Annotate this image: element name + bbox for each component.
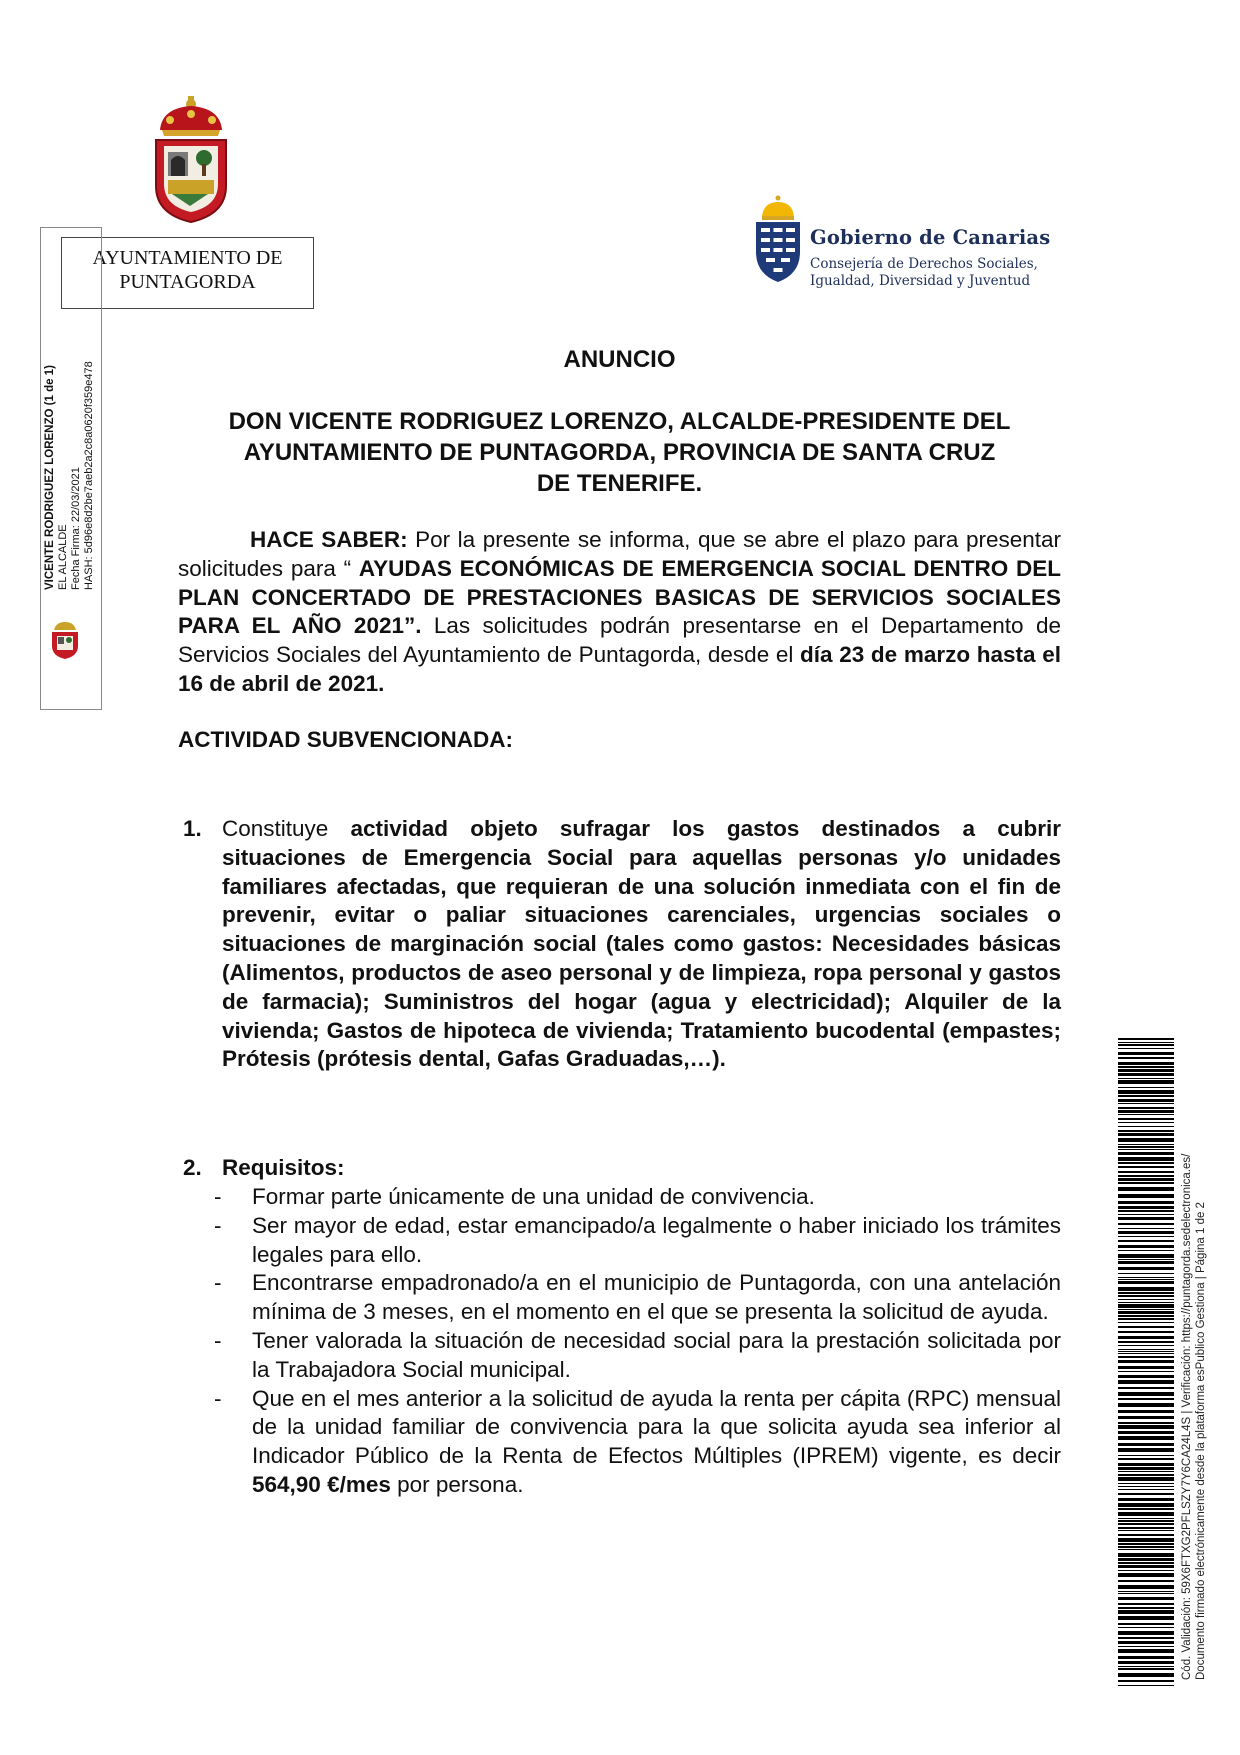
barcode-bar [1118,1178,1174,1181]
barcode-bar [1118,1534,1174,1536]
barcode-bar [1118,1315,1174,1317]
barcode-bar [1118,1585,1174,1589]
barcode-bar [1118,1520,1174,1522]
barcode-bar [1118,1477,1174,1481]
barcode-bar [1118,1206,1174,1209]
barcode-bar [1118,1356,1174,1358]
subtitle-line3: DE TENERIFE. [536,470,703,497]
barcode-bar [1118,1236,1174,1237]
barcode-bar [1118,1553,1174,1557]
requirement-text: Encontrarse empadronado/a en el municipio de Puntagorda, con una antelación mínima de 3 meses, en el momento en el que se presenta la solicitud de ayuda. [252,1270,1061,1325]
barcode-bar [1118,1455,1174,1456]
barcode-bar [1118,1299,1174,1300]
barcode-bar [1118,1318,1174,1320]
barcode-bar [1118,1375,1174,1378]
item1-lead: Constituye [222,816,351,841]
barcode-bar [1118,1425,1174,1429]
small-coat-of-arms-icon [50,620,80,660]
barcode-bar [1118,1210,1174,1212]
barcode-bar [1118,1304,1174,1308]
barcode-bar [1118,1546,1174,1548]
verification-line2: Documento firmado electrónicamente desde la plataforma esPublico Gestiona | Página 1 de 2 [1195,1202,1207,1680]
barcode-bar [1118,1322,1174,1323]
barcode-bar [1118,1279,1174,1280]
barcode-bar [1118,1616,1174,1620]
barcode-bar [1118,1277,1174,1278]
gobierno-department-line1: Consejería de Derechos Sociales, [810,256,1038,272]
document-subtitle [178,406,1061,499]
barcode-bar [1118,1152,1174,1155]
barcode-bar [1118,1162,1174,1164]
signer-name: VICENTE RODRIGUEZ LORENZO (1 de 1) [44,365,56,590]
barcode-bar [1118,1527,1174,1529]
barcode-bar [1118,1530,1174,1531]
municipality-line1: AYUNTAMIENTO DE [92,247,283,269]
barcode-bar [1118,1166,1174,1168]
barcode-bar [1118,1398,1174,1400]
barcode-bar [1118,1080,1174,1084]
barcode-bar [1118,1103,1174,1104]
dash-bullet: - [214,1327,222,1353]
barcode-bar [1118,1392,1174,1396]
barcode-bar [1118,1345,1174,1346]
list-item [210,1183,1061,1212]
barcode-bar [1118,1493,1174,1495]
barcode-bar [1118,1673,1174,1677]
barcode-bar [1118,1474,1174,1476]
barcode-bar [1118,1341,1174,1343]
barcode-bar [1118,1240,1174,1242]
barcode-bar [1118,1448,1174,1452]
item-number: 1. [183,816,202,841]
signature-block [44,230,114,590]
barcode-bar [1118,1666,1174,1667]
intro-bold-program: AYUDAS ECONÓMICAS DE EMERGENCIA SOCIAL DENTRO DEL PLAN CONCERTADO DE PRESTACIONES BASICAS DE SERVICIOS SOCIALES PARA EL AÑO 2021”. [178,555,1061,639]
intro-bold-dates: día 23 de marzo hasta el 16 de abril de 2021. [178,642,1061,696]
barcode-bar [1118,1146,1174,1148]
barcode-bar [1118,1057,1174,1059]
puntagorda-coat-of-arms [150,94,232,224]
dash-bullet: - [214,1184,222,1209]
barcode-bar [1118,1458,1174,1460]
barcode-bar [1118,1250,1174,1251]
barcode-bar [1118,1443,1174,1446]
list-item [210,1212,1061,1270]
barcode-bar [1118,1387,1174,1389]
requirement-text: Formar parte únicamente de una unidad de convivencia. [252,1184,815,1209]
requirement-text-a: Que en el mes anterior a la solicitud de ayuda la renta per cápita (RPC) mensual de la unidad familiar de convivencia para la que solicita ayuda sea inferior al Indicador Público de la Renta de Efectos Múltiples (IPREM) vigente, es decir [252,1385,1061,1469]
barcode-bar [1118,1649,1174,1653]
barcode-bar [1118,1610,1174,1614]
barcode-bar [1118,1042,1174,1043]
municipality-line2: PUNTAGORDA [119,271,256,293]
iprem-amount: 564,90 €/mes [252,1471,391,1497]
barcode-bar [1118,1245,1174,1248]
barcode-bar [1118,1078,1174,1079]
barcode-bar [1118,1048,1174,1049]
barcode-bar [1118,1062,1174,1065]
requirements-list [210,1183,1061,1500]
barcode-bar [1118,1503,1174,1507]
barcode-bar [1118,1562,1174,1564]
barcode-bar [1118,1261,1174,1264]
barcode-bar [1118,1254,1174,1258]
barcode-bar [1118,1214,1174,1215]
intro-paragraph [178,526,1061,699]
barcode-bar [1118,1311,1174,1314]
barcode-bar [1118,1133,1174,1136]
barcode-bar [1118,1095,1174,1097]
barcode-bar [1118,1087,1174,1088]
intro-text-2: Las solicitudes podrán presentarse en el Departamento de Servicios Sociales del Ayuntamiento de Puntagorda, desde el [178,613,1061,668]
barcode-bar [1118,1597,1174,1600]
barcode-bar [1118,1685,1174,1686]
barcode-bar [1118,1182,1174,1184]
barcode-bar [1118,1558,1174,1561]
barcode-bar [1118,1044,1174,1046]
barcode-bar [1118,1287,1174,1291]
barcode-bar [1118,1646,1174,1647]
barcode-bar [1118,1549,1174,1550]
barcode-bar [1118,1668,1174,1670]
numbered-item-2 [178,1154,1061,1183]
barcode-bar [1118,1403,1174,1407]
barcode-bar [1118,1498,1174,1501]
barcode-bar [1118,1326,1174,1328]
barcode-bar [1118,1171,1174,1173]
barcode-bar [1118,1351,1174,1352]
barcode-bar [1118,1331,1174,1333]
gobierno-department-line2: Igualdad, Diversidad y Juventud [810,273,1031,289]
barcode-bar [1118,1349,1174,1350]
barcode-bar [1118,1543,1174,1545]
barcode-bar [1118,1631,1174,1635]
signer-role: EL ALCALDE [57,524,69,590]
verification-footer [1180,1060,1208,1680]
barcode-bar [1118,1518,1174,1519]
requirement-text [252,1386,1061,1497]
barcode-bar [1118,1637,1174,1639]
barcode-bar [1118,1281,1174,1284]
barcode-bar [1118,1099,1174,1102]
barcode-bar [1118,1302,1174,1303]
item-number: 2. [183,1155,202,1180]
barcode-bar [1118,1431,1174,1434]
barcode-bar [1118,1353,1174,1354]
dash-bullet: - [214,1385,222,1411]
barcode-bar [1118,1436,1174,1440]
subtitle-line1: DON VICENTE RODRIGUEZ LORENZO, ALCALDE-PRESIDENTE DEL [228,408,1011,435]
intro-text-1: Por la presente se informa, que se abre el plazo para presentar solicitudes para “ [178,527,1061,581]
dash-bullet: - [214,1212,222,1238]
document-title: ANUNCIO [563,346,676,373]
activity-heading: ACTIVIDAD SUBVENCIONADA: [178,727,514,752]
barcode-bar [1118,1565,1174,1568]
barcode-bar [1118,1114,1174,1115]
item1-bold-text: actividad objeto sufragar los gastos destinados a cubrir situaciones de Emergencia Social para aquellas personas y/o unidades familiares afectadas, que requieran de una solución inmediata con el fin de prevenir, evitar o paliar situaciones carenciales, urgencias sociales o situaciones de marginación social (tales como gastos: Necesidades básicas (Alimentos, productos de aseo personal y de limpieza, ropa personal y gastos de farmacia); Suministros del hogar (agua y electricidad); Alquiler de la vivienda; Gastos de hipoteca de vivienda; Tratamiento bucodental (empastes; Prótesis (prótesis dental, Gafas Graduadas,…). [222,816,1061,1072]
validation-barcode [1118,1038,1174,1686]
barcode-bar [1118,1463,1174,1466]
barcode-bar [1118,1295,1174,1297]
barcode-bar [1118,1471,1174,1472]
requirement-text-b: por persona. [390,1471,524,1497]
barcode-bar [1118,1066,1174,1068]
barcode-bar [1118,1486,1174,1487]
barcode-bar [1118,1107,1174,1109]
barcode-bar [1118,1175,1174,1177]
signature-date: Fecha Firma: 22/03/2021 [70,467,82,590]
requirement-text: Tener valorada la situación de necesidad social para la prestación solicitada por la Trabajadora Social municipal. [252,1327,1061,1382]
barcode-bar [1118,1593,1174,1594]
barcode-bar [1118,1573,1174,1577]
barcode-bar [1118,1052,1174,1055]
barcode-bar [1118,1591,1174,1592]
barcode-bar [1118,1069,1174,1072]
barcode-bar [1118,1194,1174,1198]
barcode-bar [1118,1523,1174,1525]
barcode-bar [1118,1130,1174,1132]
barcode-bar [1118,1118,1174,1120]
barcode-bar [1118,1656,1174,1659]
list-item [210,1385,1061,1500]
barcode-bar [1118,1661,1174,1664]
barcode-bar [1118,1110,1174,1113]
barcode-bar [1118,1570,1174,1571]
list-item [210,1327,1061,1385]
barcode-bar [1118,1126,1174,1127]
hace-saber-label: HACE SABER: [250,527,408,552]
subtitle-line2: AYUNTAMIENTO DE PUNTAGORDA, PROVINCIA DE SANTA CRUZ [243,439,996,466]
barcode-bar [1118,1201,1174,1204]
barcode-bar [1118,1336,1174,1339]
barcode-bar [1118,1273,1174,1274]
barcode-bar [1118,1217,1174,1220]
barcode-bar [1118,1410,1174,1413]
barcode-bar [1118,1680,1174,1682]
barcode-bar [1118,1512,1174,1516]
barcode-bar [1118,1508,1174,1510]
barcode-bar [1118,1380,1174,1384]
barcode-bar [1118,1223,1174,1225]
barcode-bar [1118,1371,1174,1372]
barcode-bar [1118,1144,1174,1145]
barcode-bar [1118,1267,1174,1270]
requisitos-heading: Requisitos: [222,1155,345,1180]
barcode-bar [1118,1366,1174,1369]
barcode-bar [1118,1157,1174,1161]
barcode-bar [1118,1607,1174,1609]
numbered-item-1 [178,815,1061,1074]
signature-hash: HASH: 5d96e8d2be7aeb2a2c8a0620f359e478 [83,361,95,590]
barcode-bar [1118,1603,1174,1605]
barcode-bar [1118,1138,1174,1142]
barcode-bar [1118,1228,1174,1229]
requirement-text: Ser mayor de edad, estar emancipado/a legalmente o haber iniciado los trámites legales para ello. [252,1212,1061,1267]
barcode-bar [1118,1627,1174,1628]
gobierno-title: Gobierno de Canarias [810,226,1051,249]
barcode-bar [1118,1090,1174,1094]
barcode-bar [1118,1259,1174,1260]
barcode-bar [1118,1580,1174,1582]
barcode-bar [1118,1073,1174,1076]
barcode-bar [1118,1422,1174,1424]
barcode-bar [1118,1309,1174,1310]
barcode-bar [1118,1122,1174,1123]
barcode-bar [1118,1641,1174,1644]
barcode-bar [1118,1416,1174,1419]
verification-line1: Cód. Validación: 59X6FTXG2PFLSZY7Y6CA24L4S | Verificación: https://puntagorda.sedelectronica.es/ [1181,1153,1193,1680]
dash-bullet: - [214,1270,222,1296]
barcode-bar [1118,1623,1174,1625]
barcode-bar [1118,1538,1174,1542]
barcode-bar [1118,1292,1174,1294]
barcode-bar [1118,1187,1174,1191]
barcode-bar [1118,1483,1174,1484]
barcode-bar [1118,1149,1174,1150]
barcode-bar [1118,1467,1174,1470]
barcode-bar [1118,1360,1174,1363]
barcode-bar [1118,1038,1174,1040]
barcode-bar [1118,1489,1174,1490]
barcode-bar [1118,1231,1174,1234]
list-item [210,1269,1061,1327]
